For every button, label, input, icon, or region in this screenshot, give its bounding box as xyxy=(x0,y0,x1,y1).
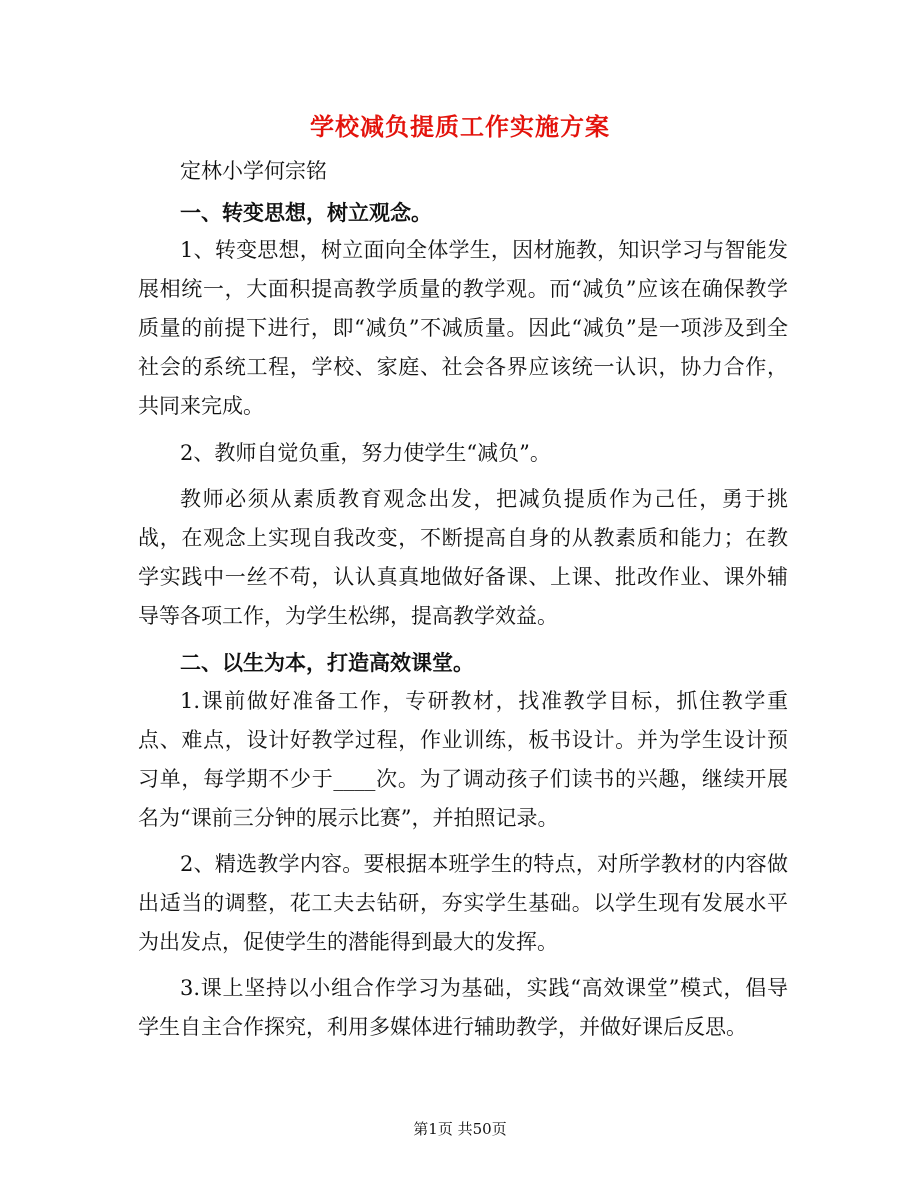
section-heading-1: 一、转变思想，树立观念。 xyxy=(180,200,432,225)
paragraph-2-2: 2、精选教学内容。要根据本班学生的特点，对所学教材的内容做出适当的调整，花工夫去钻研，夯实学生基础。以学生现有发展水平为出发点，促使学生的潜能得到最大的发挥。 xyxy=(138,852,788,954)
paragraph-1-2: 2、教师自觉负重，努力使学生“减负”。 xyxy=(180,441,551,465)
paragraph-1-2-body: 教师必须从素质教育观念出发，把减负提质作为己任，勇于挑战，在观念上实现自我改变，不断提高自身的从教素质和能力；在教学实践中一丝不苟，认认真真地做好备课、上课、批改作业、课外辅导等各项工作，为学生松绑，提高教学效益。 xyxy=(138,487,788,628)
author-line: 定林小学何宗铭 xyxy=(180,159,327,183)
paragraph-2-3: 3.课上坚持以小组合作学习为基础，实践“高效课堂”模式，倡导学生自主合作探究，利用多媒体进行辅助教学，并做好课后反思。 xyxy=(138,976,788,1039)
paragraph-2-1: 1.课前做好准备工作，专研教材，找准教学目标，抓住教学重点、难点，设计好教学过程，作业训练，板书设计。并为学生设计预习单，每学期不少于____次。为了调动孩子们读书的兴趣，继续开展名为“课前三分钟的展示比赛”，并拍照记录。 xyxy=(138,689,788,830)
paragraph-1-1: 1、转变思想，树立面向全体学生，因材施教，知识学习与智能发展相统一，大面积提高教学质量的教学观。而“减负”应该在确保教学质量的前提下进行，即“减负”不减质量。因此“减负”是一项涉及到全社会的系统工程，学校、家庭、社会各界应该统一认识，协力合作，共同来完成。 xyxy=(138,238,788,418)
document-title: 学校减负提质工作实施方案 xyxy=(310,112,610,141)
page-number: 第1页 共50页 xyxy=(413,1120,507,1138)
section-heading-2: 二、以生为本，打造高效课堂。 xyxy=(180,650,474,675)
